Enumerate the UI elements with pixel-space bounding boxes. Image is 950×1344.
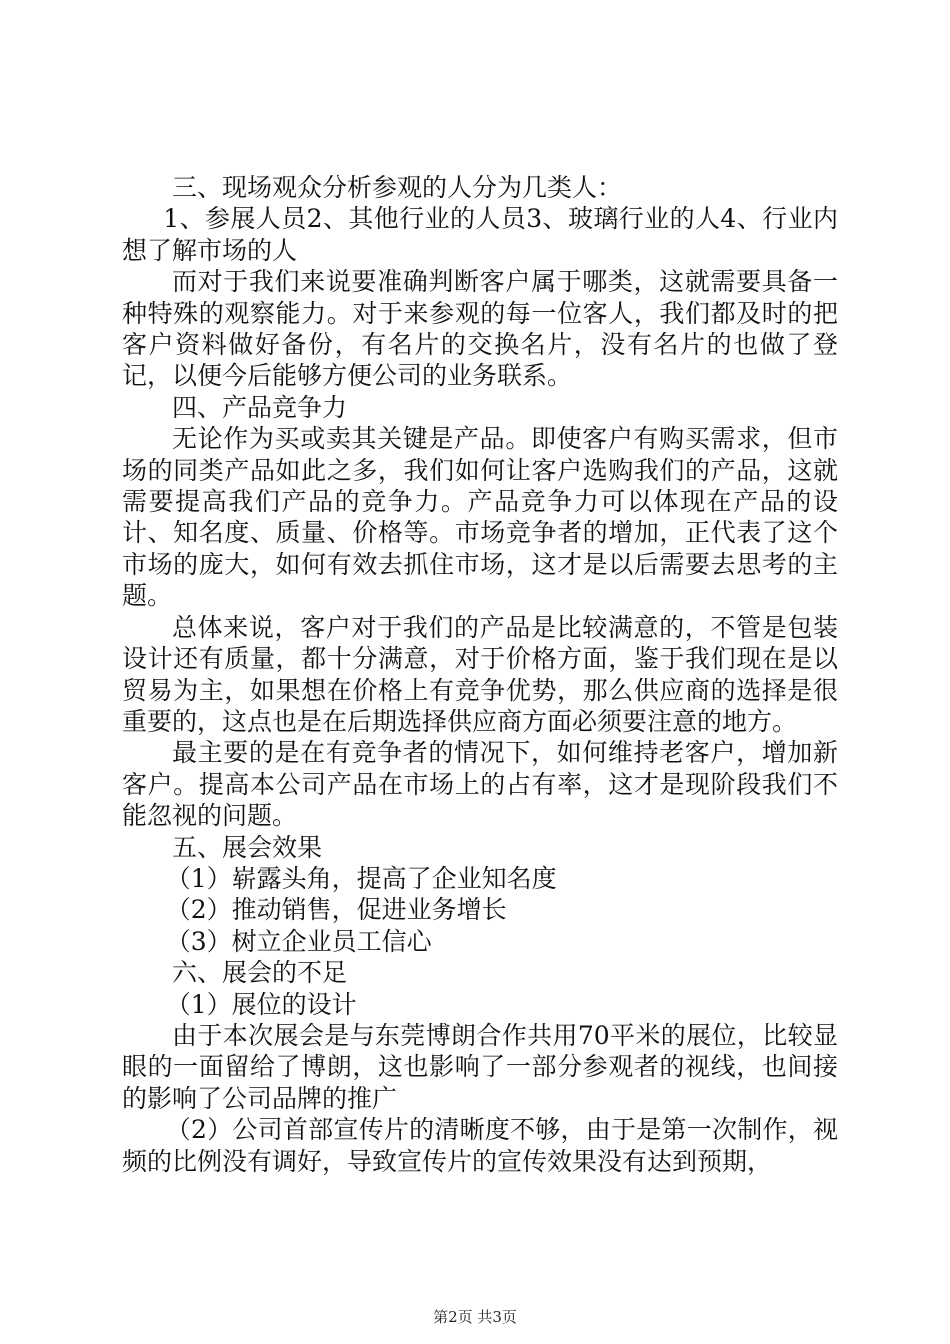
- paragraph: 最主要的是在有竞争者的情况下，如何维持老客户，增加新客户。提高本公司产品在市场上的占有率，这才是现阶段我们不能忽视的问题。: [122, 738, 838, 831]
- section-heading-4: 四、产品竞争力: [172, 392, 348, 422]
- paragraph: （2）公司首部宣传片的清晰度不够，由于是第一次制作，视频的比例没有调好，导致宣传片的宣传效果没有达到预期，: [122, 1115, 838, 1176]
- document-body: [122, 172, 838, 1177]
- section-heading-6: 六、展会的不足: [172, 958, 348, 988]
- paragraph: 总体来说，客户对于我们的产品是比较满意的，不管是包装设计还有质量，都十分满意，对于价格方面，鉴于我们现在是以贸易为主，如果想在价格上有竞争优势，那么供应商的选择是很重要的，这点也是在后期选择供应商方面必须要注意的地方。: [122, 612, 838, 736]
- page-number-footer: 第2页 共3页: [433, 1308, 517, 1326]
- list-item: （2）推动销售，促进业务增长: [165, 895, 507, 925]
- list-item: （1）崭露头角，提高了企业知名度: [165, 863, 557, 893]
- paragraph: 无论作为买或卖其关键是产品。即使客户有购买需求，但市场的同类产品如此之多，我们如何让客户选购我们的产品，这就需要提高我们产品的竞争力。产品竞争力可以体现在产品的设计、知名度、质量、价格等。市场竞争者的增加，正代表了这个市场的庞大，如何有效去抓住市场，这才是以后需要去思考的主题。: [122, 424, 838, 611]
- paragraph: 1、参展人员2、其他行业的人员3、玻璃行业的人4、行业内想了解市场的人: [122, 204, 838, 265]
- paragraph: 而对于我们来说要准确判断客户属于哪类，这就需要具备一种特殊的观察能力。对于来参观的每一位客人，我们都及时的把客户资料做好备份，有名片的交换名片，没有名片的也做了登记，以便今后能够方便公司的业务联系。: [122, 267, 838, 391]
- list-item: （3）树立企业员工信心: [165, 926, 432, 956]
- section-heading-5: 五、展会效果: [172, 832, 323, 862]
- section-heading-3: 三、现场观众分析参观的人分为几类人：: [172, 173, 623, 202]
- list-item: （1）展位的设计: [165, 989, 357, 1019]
- paragraph: 由于本次展会是与东莞博朗合作共用70平米的展位，比较显眼的一面留给了博朗，这也影响了一部分参观者的视线，也间接的影响了公司品牌的推广: [122, 1020, 838, 1113]
